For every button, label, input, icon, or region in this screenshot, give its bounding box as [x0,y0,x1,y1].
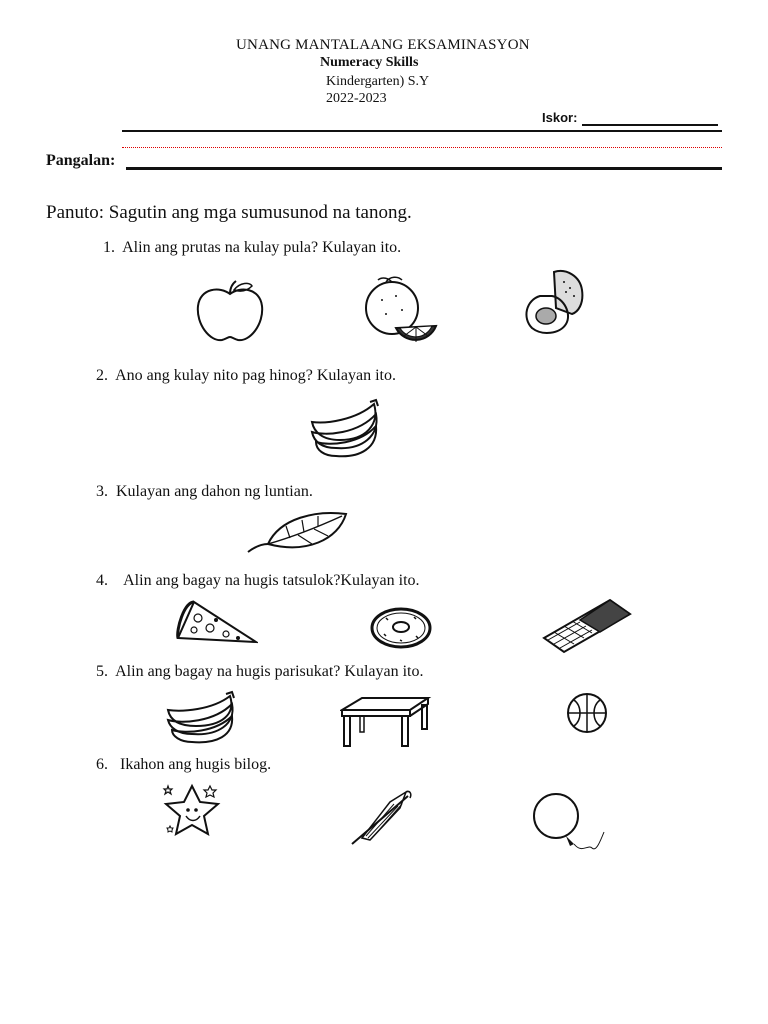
banana-icon[interactable] [306,396,386,462]
question-4 [96,572,420,590]
question-2 [96,367,396,385]
score-label: Iskor: [542,110,578,125]
star-icon[interactable] [162,782,224,840]
umbrella-icon[interactable] [350,790,414,846]
donut-icon[interactable] [370,606,432,650]
exam-title: UNANG MANTALAANG EKSAMINASYON [236,37,530,53]
question-3 [96,483,313,501]
banana-icon[interactable] [164,690,244,746]
name-field[interactable] [126,167,722,170]
question-number: 5. [96,663,108,680]
avocado-icon[interactable] [520,268,590,336]
name-label: Pangalan: [46,152,116,169]
balloon-icon[interactable] [530,792,610,858]
pizza-slice-icon[interactable] [174,598,258,646]
orange-icon[interactable] [356,270,440,346]
question-number: 1. [103,239,115,256]
grade-label: Kindergarten) S.Y [326,74,430,89]
question-text: Alin ang bagay na hugis tatsulok?Kulayan ito. [123,572,420,589]
leaf-icon[interactable] [246,510,350,556]
question-5 [96,663,424,681]
question-text: Alin ang prutas na kulay pula? Kulayan ito. [122,239,402,256]
question-number: 4. [96,572,108,589]
question-text: Ikahon ang hugis bilog. [120,756,272,773]
question-1 [103,239,401,257]
question-text: Kulayan ang dahon ng luntian. [116,483,313,500]
question-number: 3. [96,483,108,500]
dotted-rule [122,147,722,148]
table-icon[interactable] [340,696,432,748]
subject-label: Numeracy Skills [320,55,419,70]
question-6 [96,756,271,774]
question-number: 6. [96,756,108,773]
apple-icon[interactable] [190,280,270,344]
header-rule [122,130,722,132]
school-year: 2022-2023 [326,91,387,106]
score-field[interactable] [582,110,718,126]
question-text: Ano ang kulay nito pag hinog? Kulayan ito. [115,367,396,384]
chocolate-bar-icon[interactable] [540,594,632,656]
ball-icon[interactable] [566,692,608,734]
instructions: Panuto: Sagutin ang mga sumusunod na tanong. [46,202,412,223]
question-text: Alin ang bagay na hugis parisukat? Kulayan ito. [115,663,424,680]
question-number: 2. [96,367,108,384]
